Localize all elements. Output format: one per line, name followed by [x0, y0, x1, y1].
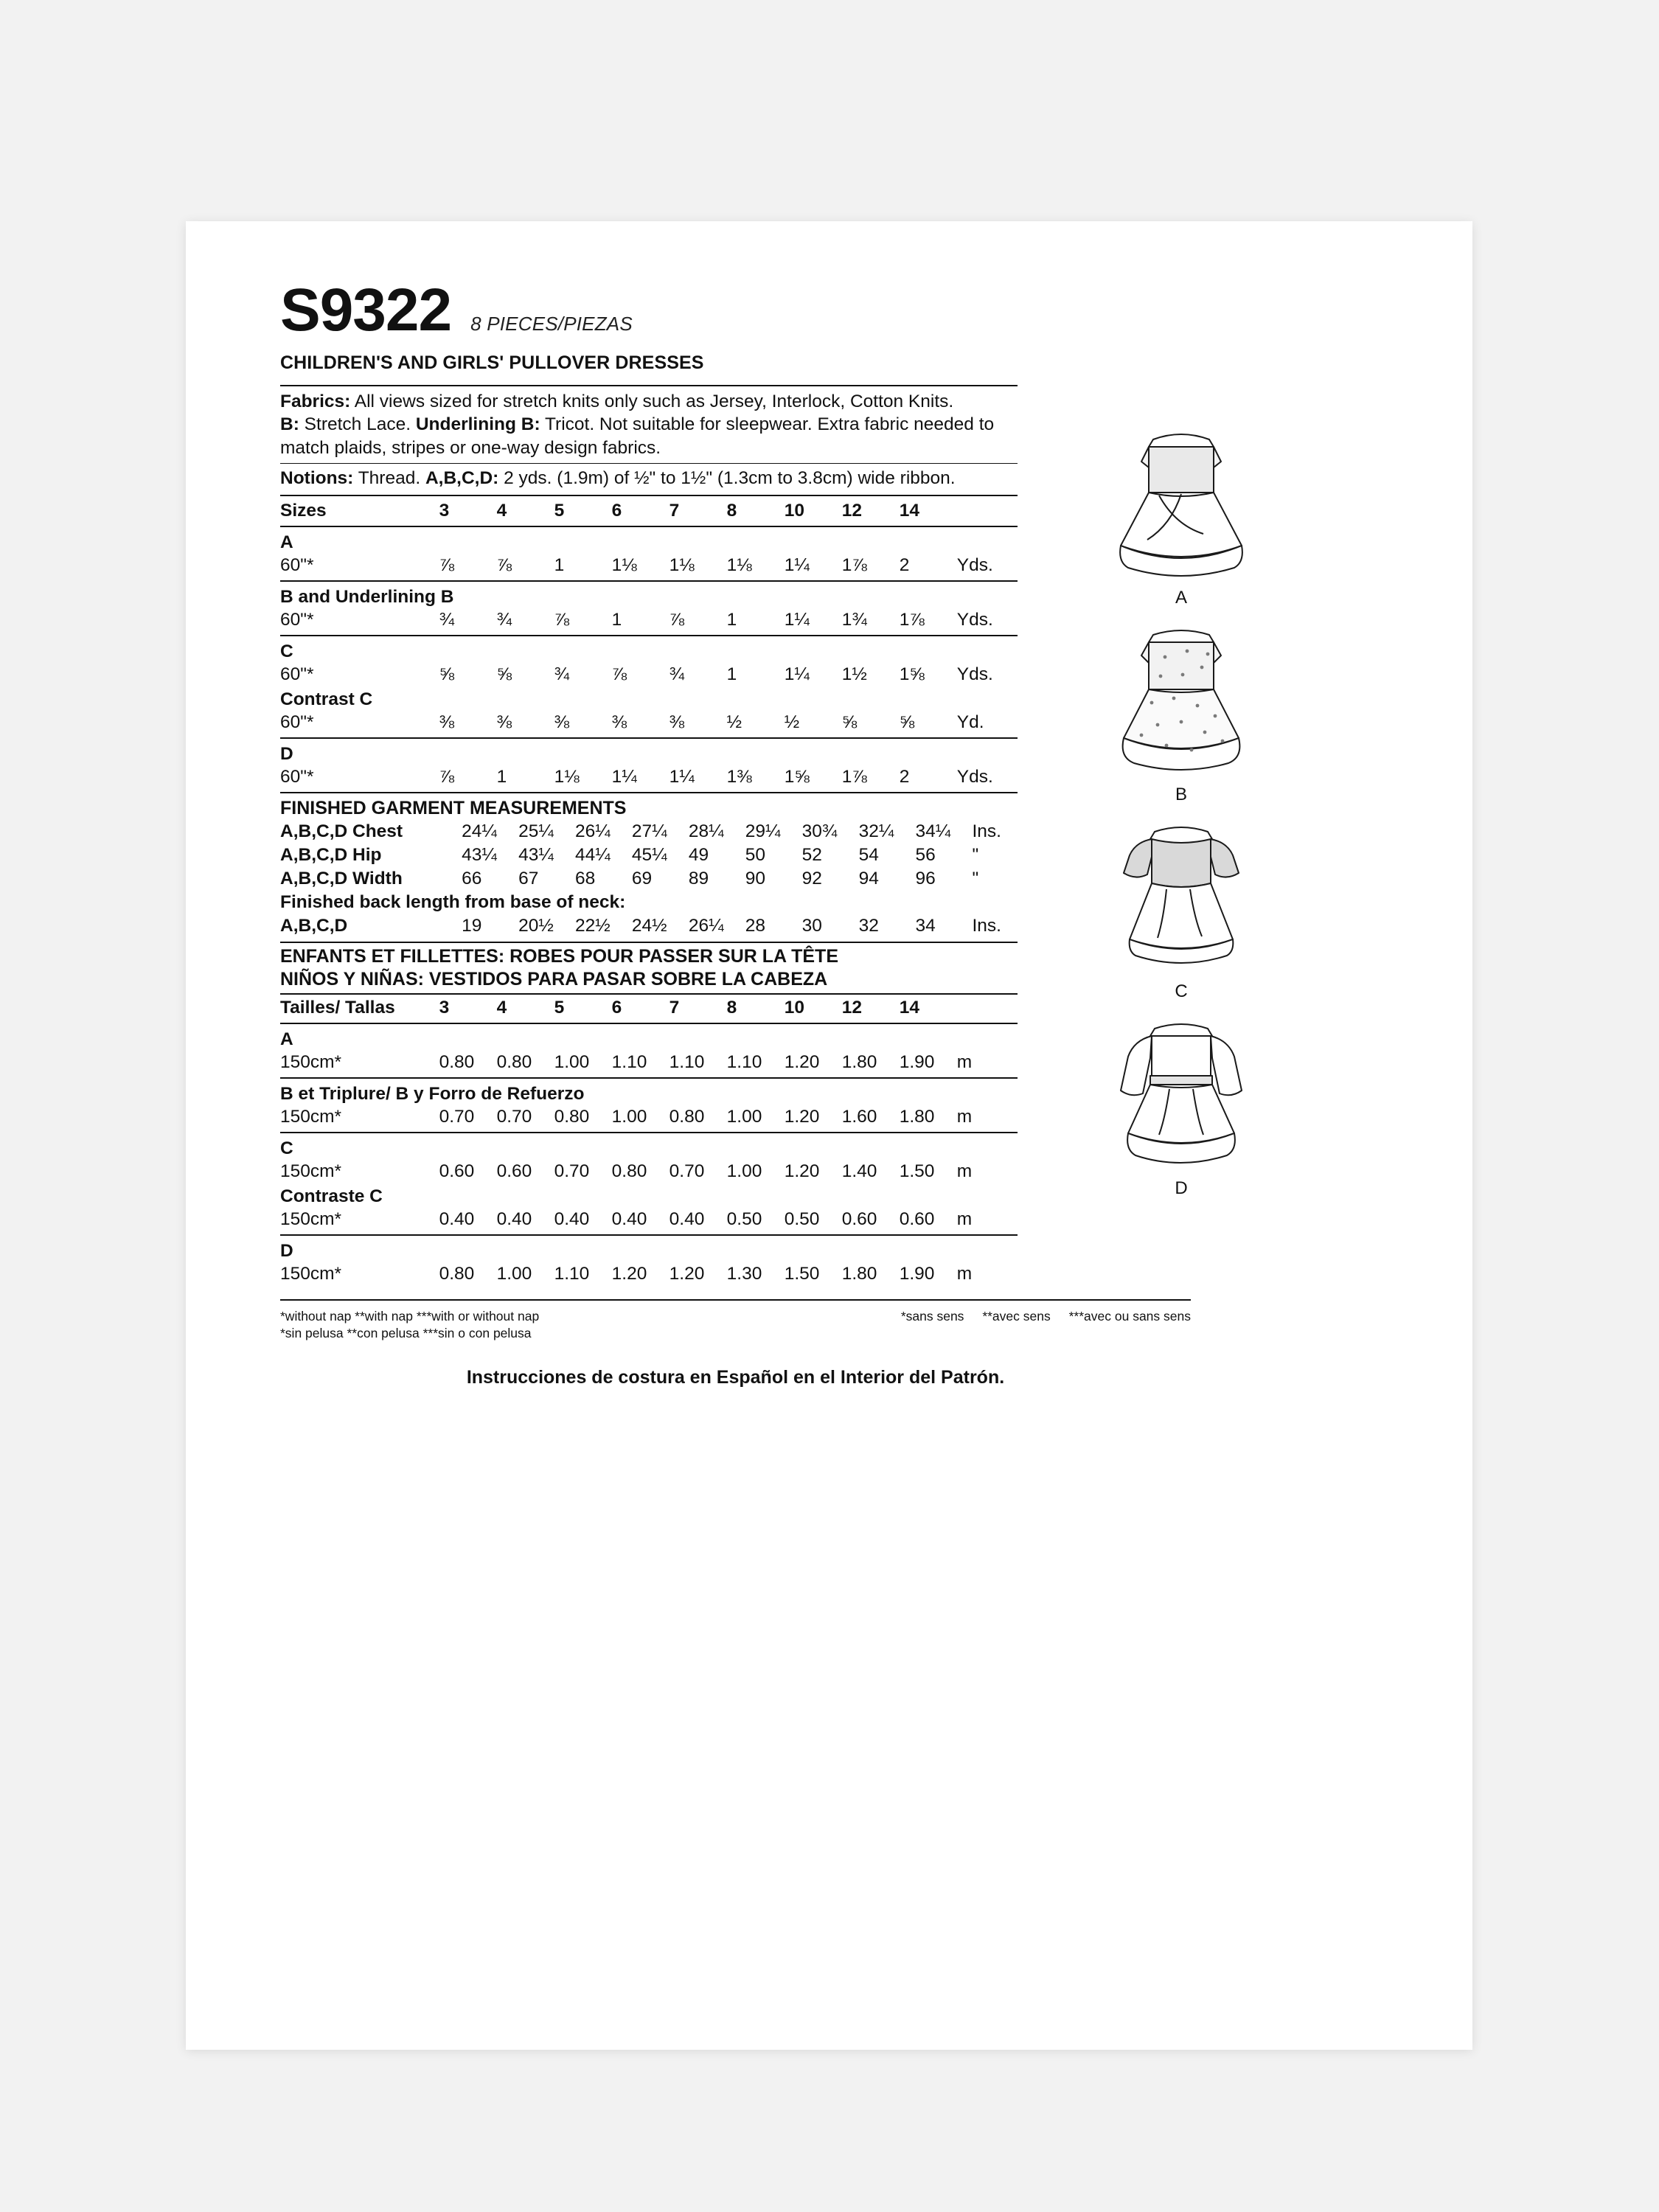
imperial-g4-r0-unit: Yds. — [956, 767, 993, 787]
notions-paragraph — [280, 467, 1018, 490]
finished-r0-v3: 27¼ — [631, 821, 667, 842]
metric-g0-r0-v4: 1.10 — [669, 1052, 705, 1073]
metric-g1-r0-v6: 1.20 — [784, 1107, 820, 1127]
divider-metric-sizes — [280, 993, 1018, 995]
dress-view-c — [1060, 821, 1303, 1002]
fabrics-text: All views sized for stretch knits only such as Jersey, Interlock, Cotton Knits. — [350, 392, 954, 411]
imperial-g1-r0-label: 60"* — [280, 610, 314, 630]
metric-g4-r0-v4: 1.20 — [669, 1264, 705, 1284]
metric-sizes-header-table — [280, 997, 1018, 1020]
imperial-group-0-name: A — [280, 532, 293, 553]
fabrics-label: Fabrics: — [280, 392, 351, 411]
divider-notions — [280, 463, 1018, 464]
imperial-g0-r0-v4: 1⅛ — [669, 555, 695, 576]
title-fr: ENFANTS ET FILLETTES: ROBES POUR PASSER SUR LA TÊTE — [280, 946, 838, 967]
finished-r2-label: A,B,C,D Width — [280, 869, 403, 889]
imperial-g1-r0-v8: 1⅞ — [899, 610, 925, 630]
metric-size-2: 5 — [554, 998, 565, 1018]
finished-r2-v2: 68 — [574, 869, 596, 889]
finished-r0-v4: 28¼ — [688, 821, 724, 842]
fabrics-paragraph — [280, 390, 1018, 459]
finished-r1-v6: 52 — [801, 845, 822, 866]
notions-label: Notions: — [280, 468, 354, 489]
metric-g2-r0-v6: 1.20 — [784, 1161, 820, 1182]
metric-g1-r0-v0: 0.70 — [439, 1107, 475, 1127]
back-length-v3: 24½ — [631, 916, 667, 936]
group-name-row — [280, 686, 1018, 712]
finished-r0-v2: 26¼ — [574, 821, 611, 842]
back-length-unit: Ins. — [972, 916, 1001, 936]
imperial-sizes-label: Sizes — [280, 501, 327, 521]
divider-top — [280, 385, 1018, 386]
metric-g3-r0-v2: 0.40 — [554, 1209, 590, 1230]
metric-g3-r0-v6: 0.50 — [784, 1209, 820, 1230]
finished-r1-v5: 50 — [745, 845, 766, 866]
metric-g0-r0-v0: 0.80 — [439, 1052, 475, 1073]
back-length-label: Finished back length from base of neck: — [280, 892, 626, 913]
metric-group-0-name: A — [280, 1029, 293, 1050]
imperial-g2-r0-v4: ¾ — [669, 664, 685, 685]
metric-group-b — [280, 1081, 1018, 1129]
metric-g0-r0-v2: 1.00 — [554, 1052, 590, 1073]
metric-g4-r0-unit: m — [956, 1264, 973, 1284]
imperial-g1-r0-v2: ⅞ — [554, 610, 570, 630]
imperial-g0-r0-v3: 1⅛ — [611, 555, 637, 576]
imperial-group-c — [280, 639, 1018, 734]
metric-group-3-name: Contraste C — [280, 1186, 383, 1207]
table-row — [280, 1263, 1018, 1286]
divider-finished — [280, 792, 1018, 793]
imperial-g2-r0-v3: ⅞ — [611, 664, 627, 685]
finished-r0-unit: Ins. — [972, 821, 1001, 842]
metric-g3-r0-v8: 0.60 — [899, 1209, 935, 1230]
imperial-g0-r0-v0: ⅞ — [439, 555, 455, 576]
imperial-g4-r0-v1: 1 — [496, 767, 507, 787]
footnote-es: *sin pelusa **con pelusa ***sin o con pelusa — [280, 1326, 532, 1341]
metric-g1-r0-unit: m — [956, 1107, 973, 1127]
table-row — [280, 1051, 1018, 1074]
imperial-g0-r0-unit: Yds. — [956, 555, 993, 576]
back-length-v0: 19 — [462, 916, 482, 936]
imperial-g3-r0-v3: ⅜ — [611, 712, 627, 733]
imperial-g2-r0-v8: 1⅝ — [899, 664, 925, 685]
metric-group-4-name: D — [280, 1241, 293, 1262]
pattern-number: S9322 — [280, 276, 452, 344]
metric-size-8: 14 — [899, 998, 919, 1018]
imperial-g2-r0-label: 60"* — [280, 664, 314, 685]
metric-size-1: 4 — [496, 998, 507, 1018]
table-row — [280, 821, 1018, 844]
finished-r1-v2: 44¼ — [574, 845, 611, 866]
finished-r0-v6: 30¾ — [801, 821, 838, 842]
metric-g2-r0-v5: 1.00 — [726, 1161, 762, 1182]
group-name-row — [280, 639, 1018, 664]
metric-g2-r0-v2: 0.70 — [554, 1161, 590, 1182]
back-length-row-label: A,B,C,D — [280, 916, 348, 936]
table-row — [280, 1208, 1018, 1231]
divider-group-c — [280, 635, 1018, 636]
metric-g3-r0-v4: 0.40 — [669, 1209, 705, 1230]
finished-r2-v5: 90 — [745, 869, 766, 889]
pattern-envelope-page — [186, 221, 1472, 2050]
finished-r0-label: A,B,C,D Chest — [280, 821, 403, 842]
metric-g2-r0-v4: 0.70 — [669, 1161, 705, 1182]
imperial-g2-r0-v6: 1¼ — [784, 664, 810, 685]
illustration-column — [1060, 428, 1384, 1215]
imperial-g3-r0-v2: ⅜ — [554, 712, 570, 733]
divider-group-d — [280, 737, 1018, 739]
imperial-g3-r0-unit: Yd. — [956, 712, 984, 733]
imperial-g1-r0-v3: 1 — [611, 610, 622, 630]
table-row — [280, 1106, 1018, 1129]
imperial-g4-r0-v4: 1¼ — [669, 767, 695, 787]
metric-group-c — [280, 1135, 1018, 1231]
imperial-g2-r0-v5: 1 — [726, 664, 737, 685]
imperial-size-8: 14 — [899, 501, 919, 521]
finished-r2-v1: 67 — [518, 869, 539, 889]
metric-g3-r0-v3: 0.40 — [611, 1209, 647, 1230]
imperial-g0-r0-v1: ⅞ — [496, 555, 512, 576]
imperial-g1-r0-v4: ⅞ — [669, 610, 685, 630]
notions-views: A,B,C,D: — [425, 468, 499, 489]
imperial-g4-r0-v8: 2 — [899, 767, 910, 787]
finished-r1-v1: 43¼ — [518, 845, 554, 866]
metric-g0-r0-v5: 1.10 — [726, 1052, 762, 1073]
metric-g1-r0-v7: 1.60 — [841, 1107, 877, 1127]
imperial-g4-r0-v5: 1⅜ — [726, 767, 752, 787]
imperial-group-d — [280, 741, 1018, 789]
imperial-g1-r0-v1: ¾ — [496, 610, 512, 630]
metric-g3-r0-v5: 0.50 — [726, 1209, 762, 1230]
metric-g1-r0-v8: 1.80 — [899, 1107, 935, 1127]
divider-footnotes — [280, 1299, 1191, 1301]
finished-r1-v8: 56 — [915, 845, 936, 866]
finished-r1-v3: 45¼ — [631, 845, 667, 866]
imperial-g4-r0-v3: 1¼ — [611, 767, 637, 787]
divider-group-a — [280, 526, 1018, 527]
imperial-g4-r0-v7: 1⅞ — [841, 767, 867, 787]
imperial-size-6: 10 — [784, 501, 804, 521]
back-length-label-row — [280, 891, 1018, 915]
metric-g4-r0-v3: 1.20 — [611, 1264, 647, 1284]
dress-view-a-label: A — [1175, 588, 1187, 608]
metric-size-5: 8 — [726, 998, 737, 1018]
finished-r1-v7: 54 — [858, 845, 879, 866]
table-row — [280, 554, 1018, 577]
metric-g1-r0-v3: 1.00 — [611, 1107, 647, 1127]
imperial-g0-r0-v7: 1⅞ — [841, 555, 867, 576]
imperial-g2-r0-v1: ⅝ — [496, 664, 512, 685]
divider-metric-a — [280, 1023, 1018, 1024]
imperial-g0-r0-v8: 2 — [899, 555, 910, 576]
finished-r1-unit: " — [972, 845, 979, 866]
imperial-group-b — [280, 584, 1018, 632]
imperial-sizes-header-row — [280, 500, 1018, 523]
metric-size-0: 3 — [439, 998, 450, 1018]
metric-g4-r0-v8: 1.90 — [899, 1264, 935, 1284]
metric-g4-r0-label: 150cm* — [280, 1264, 342, 1284]
group-name-row — [280, 1081, 1018, 1106]
imperial-size-3: 6 — [611, 501, 622, 521]
imperial-g1-r0-v5: 1 — [726, 610, 737, 630]
finished-r1-v4: 49 — [688, 845, 709, 866]
imperial-group-3-name: Contrast C — [280, 689, 373, 710]
metric-size-7: 12 — [841, 998, 862, 1018]
footnotes-left — [280, 1308, 539, 1342]
finished-r0-v8: 34¼ — [915, 821, 951, 842]
metric-g1-r0-v1: 0.70 — [496, 1107, 532, 1127]
metric-g0-r0-v8: 1.90 — [899, 1052, 935, 1073]
divider-translations — [280, 942, 1018, 943]
footnote-en: *without nap **with nap ***with or without nap — [280, 1309, 540, 1324]
imperial-size-7: 12 — [841, 501, 862, 521]
footnote-fr-2: ***avec ou sans sens — [1068, 1309, 1191, 1324]
metric-g2-r0-unit: m — [956, 1161, 973, 1182]
imperial-g3-r0-v0: ⅜ — [439, 712, 455, 733]
metric-g4-r0-v7: 1.80 — [841, 1264, 877, 1284]
imperial-g1-r0-unit: Yds. — [956, 610, 993, 630]
metric-g0-r0-label: 150cm* — [280, 1052, 342, 1073]
imperial-g0-r0-label: 60"* — [280, 555, 314, 576]
footnotes — [280, 1308, 1191, 1342]
finished-r2-v7: 94 — [858, 869, 879, 889]
finished-measurements-heading: FINISHED GARMENT MEASUREMENTS — [280, 798, 627, 819]
fabric-b-label: B: — [280, 414, 299, 435]
back-length-v2: 22½ — [574, 916, 611, 936]
imperial-g0-r0-v5: 1⅛ — [726, 555, 752, 576]
imperial-g1-r0-v6: 1¼ — [784, 610, 810, 630]
piece-count: 8 PIECES/PIEZAS — [470, 313, 633, 335]
imperial-g3-r0-v7: ⅝ — [841, 712, 858, 733]
metric-g2-r0-v0: 0.60 — [439, 1161, 475, 1182]
imperial-group-2-name: C — [280, 641, 293, 662]
table-row — [280, 766, 1018, 789]
table-row — [280, 868, 1018, 891]
header — [280, 276, 1386, 344]
metric-g4-r0-v0: 0.80 — [439, 1264, 475, 1284]
footnote-fr-1: **avec sens — [982, 1309, 1051, 1324]
back-length-v6: 30 — [801, 916, 822, 936]
back-length-v1: 20½ — [518, 916, 554, 936]
metric-g3-r0-v7: 0.60 — [841, 1209, 877, 1230]
imperial-group-4-name: D — [280, 744, 293, 765]
finished-r0-v5: 29¼ — [745, 821, 781, 842]
table-row — [280, 609, 1018, 632]
spanish-instructions-note: Instrucciones de costura en Español en el Interior del Patrón. — [466, 1366, 1005, 1388]
imperial-size-0: 3 — [439, 501, 450, 521]
metric-g3-r0-v0: 0.40 — [439, 1209, 475, 1230]
metric-group-1-name: B et Triplure/ B y Forro de Refuerzo — [280, 1084, 585, 1105]
dress-view-d-label: D — [1175, 1178, 1188, 1198]
metric-g0-r0-v1: 0.80 — [496, 1052, 532, 1073]
metric-g2-r0-v8: 1.50 — [899, 1161, 935, 1182]
imperial-g0-r0-v6: 1¼ — [784, 555, 810, 576]
imperial-yardage-table — [280, 500, 1018, 523]
metric-g2-r0-v1: 0.60 — [496, 1161, 532, 1182]
metric-g1-r0-v4: 0.80 — [669, 1107, 705, 1127]
finished-r2-v0: 66 — [462, 869, 482, 889]
dress-view-c-label: C — [1175, 981, 1188, 1001]
finished-r2-unit: " — [972, 869, 979, 889]
metric-size-6: 10 — [784, 998, 804, 1018]
imperial-g2-r0-v0: ⅝ — [439, 664, 455, 685]
dress-view-c-drawing — [1071, 821, 1292, 980]
divider-metric-d — [280, 1234, 1018, 1236]
group-name-row — [280, 741, 1018, 766]
back-length-v4: 26¼ — [688, 916, 724, 936]
fabric-b-text: Stretch Lace. — [299, 414, 416, 435]
notions-text: Thread. — [353, 468, 425, 489]
back-length-v7: 32 — [858, 916, 879, 936]
table-row — [280, 712, 1018, 734]
underlining-text: Tricot. Not suitable for sleepwear. Extra fabric needed to match plaids, stripes or one-way design fabrics. — [280, 414, 995, 458]
imperial-size-1: 4 — [496, 501, 507, 521]
imperial-group-a — [280, 529, 1018, 577]
imperial-size-5: 8 — [726, 501, 737, 521]
metric-g2-r0-v3: 0.80 — [611, 1161, 647, 1182]
table-row — [280, 1161, 1018, 1183]
finished-r0-v1: 25¼ — [518, 821, 554, 842]
metric-g0-r0-v7: 1.80 — [841, 1052, 877, 1073]
imperial-g3-r0-v5: ½ — [726, 712, 742, 733]
finished-measurements-table — [280, 821, 1018, 939]
metric-g3-r0-label: 150cm* — [280, 1209, 342, 1230]
metric-g2-r0-label: 150cm* — [280, 1161, 342, 1182]
imperial-g3-r0-label: 60"* — [280, 712, 314, 733]
divider-metric-b — [280, 1077, 1018, 1079]
imperial-g3-r0-v4: ⅜ — [669, 712, 685, 733]
dress-view-a-drawing — [1071, 428, 1292, 586]
dress-view-b-drawing — [1071, 625, 1292, 783]
metric-g1-r0-v5: 1.00 — [726, 1107, 762, 1127]
dress-view-b — [1060, 625, 1303, 805]
imperial-g2-r0-unit: Yds. — [956, 664, 993, 685]
metric-g2-r0-v7: 1.40 — [841, 1161, 877, 1182]
group-name-row — [280, 1183, 1018, 1208]
metric-g4-r0-v1: 1.00 — [496, 1264, 532, 1284]
imperial-g4-r0-v6: 1⅝ — [784, 767, 810, 787]
metric-g0-r0-unit: m — [956, 1052, 973, 1073]
metric-sizes-header-row — [280, 997, 1018, 1020]
imperial-g4-r0-label: 60"* — [280, 767, 314, 787]
metric-group-d — [280, 1238, 1018, 1286]
back-length-v5: 28 — [745, 916, 766, 936]
metric-g4-r0-v5: 1.30 — [726, 1264, 762, 1284]
finished-r1-label: A,B,C,D Hip — [280, 845, 382, 866]
page-title: CHILDREN'S AND GIRLS' PULLOVER DRESSES — [280, 352, 704, 373]
dress-view-d-drawing — [1071, 1018, 1292, 1177]
finished-r1-v0: 43¼ — [462, 845, 497, 866]
imperial-g1-r0-v0: ¾ — [439, 610, 455, 630]
table-row — [280, 664, 1018, 686]
dress-view-d — [1060, 1018, 1303, 1199]
table-row — [280, 844, 1018, 868]
dress-view-a — [1060, 428, 1303, 608]
divider-group-b — [280, 580, 1018, 582]
imperial-size-4: 7 — [669, 501, 680, 521]
back-length-v8: 34 — [915, 916, 936, 936]
finished-r2-v3: 69 — [631, 869, 653, 889]
metric-group-2-name: C — [280, 1138, 293, 1159]
finished-r2-v8: 96 — [915, 869, 936, 889]
table-row — [280, 915, 1018, 939]
metric-sizes-label: Tailles/ Tallas — [280, 998, 395, 1018]
metric-g3-r0-v1: 0.40 — [496, 1209, 532, 1230]
underlining-label: Underlining B: — [415, 414, 540, 435]
metric-g3-r0-unit: m — [956, 1209, 973, 1230]
metric-group-a — [280, 1026, 1018, 1074]
metric-size-4: 7 — [669, 998, 680, 1018]
group-name-row — [280, 584, 1018, 609]
metric-g0-r0-v3: 1.10 — [611, 1052, 647, 1073]
imperial-size-2: 5 — [554, 501, 565, 521]
notions-rest: 2 yds. (1.9m) of ½" to 1½" (1.3cm to 3.8cm) wide ribbon. — [498, 468, 956, 489]
imperial-g4-r0-v0: ⅞ — [439, 767, 455, 787]
metric-g4-r0-v6: 1.50 — [784, 1264, 820, 1284]
footnotes-right — [886, 1308, 1191, 1342]
imperial-g2-r0-v7: 1½ — [841, 664, 867, 685]
group-name-row — [280, 1026, 1018, 1051]
imperial-g2-r0-v2: ¾ — [554, 664, 570, 685]
dress-view-b-label: B — [1175, 785, 1187, 804]
imperial-g3-r0-v6: ½ — [784, 712, 800, 733]
finished-r2-v6: 92 — [801, 869, 822, 889]
group-name-row — [280, 1238, 1018, 1263]
metric-g1-r0-label: 150cm* — [280, 1107, 342, 1127]
group-name-row — [280, 1135, 1018, 1161]
finished-r0-v0: 24¼ — [462, 821, 497, 842]
divider-sizes — [280, 495, 1018, 496]
imperial-g4-r0-v2: 1⅛ — [554, 767, 580, 787]
metric-g4-r0-v2: 1.10 — [554, 1264, 590, 1284]
divider-metric-c — [280, 1132, 1018, 1133]
group-name-row — [280, 529, 1018, 554]
title-es: NIÑOS Y NIÑAS: VESTIDOS PARA PASAR SOBRE LA CABEZA — [280, 968, 828, 990]
finished-r0-v7: 32¼ — [858, 821, 894, 842]
imperial-g0-r0-v2: 1 — [554, 555, 565, 576]
metric-g0-r0-v6: 1.20 — [784, 1052, 820, 1073]
imperial-g3-r0-v1: ⅜ — [496, 712, 512, 733]
footnote-fr-0: *sans sens — [900, 1309, 964, 1324]
imperial-group-1-name: B and Underlining B — [280, 587, 454, 608]
imperial-g3-r0-v8: ⅝ — [899, 712, 915, 733]
finished-r2-v4: 89 — [688, 869, 709, 889]
metric-g1-r0-v2: 0.80 — [554, 1107, 590, 1127]
metric-size-3: 6 — [611, 998, 622, 1018]
imperial-g1-r0-v7: 1¾ — [841, 610, 867, 630]
